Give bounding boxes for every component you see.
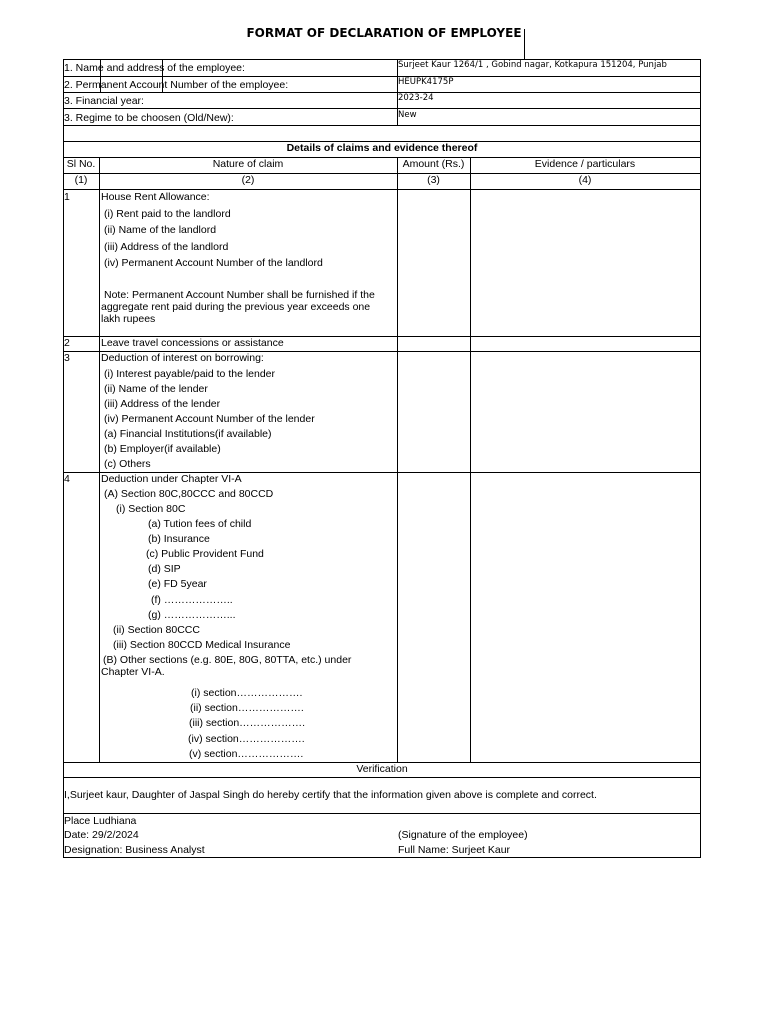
interest-line-1: (i) Interest payable/paid to the lender [104,368,276,380]
verification-statement: I,Surjeet kaur, Daughter of Jaspal Singh do hereby certify that the information given above is complete and correct. [64,789,597,801]
hra-line-3: (iii) Address of the landlord [104,241,229,253]
col-number-2: (2) [241,174,255,186]
interest-line-7: (c) Others [104,458,151,470]
employee-name-value[interactable]: Surjeet Kaur 1264/1 , Gobind nagar, Kotkapura 151204, Punjab [398,60,667,70]
col-number-1: (1) [74,174,88,186]
hra-line-1: (i) Rent paid to the landlord [104,208,231,220]
full-name-text[interactable]: Full Name: Surjeet Kaur [398,844,511,856]
other-section-5: (v) section………………. [189,748,304,760]
section-80ccc: (ii) Section 80CCC [113,624,200,636]
regime-value[interactable]: New [398,110,417,120]
interest-line-6: (b) Employer(if available) [104,443,221,455]
chapter6a-b-title-1: (B) Other sections (e.g. 80E, 80G, 80TTA, etc.) under [103,654,352,666]
header-amount: Amount (Rs.) [402,158,465,170]
verification-heading: Verification [356,763,408,775]
financial-year-value[interactable]: 2023-24 [398,93,434,103]
signature-label: (Signature of the employee) [398,829,528,841]
regime-label: 3. Regime to be choosen (Old/New): [64,112,234,124]
row-4-number: 4 [64,473,70,485]
employee-pan-label: 2. Permanent Account Number of the employee: [64,79,289,91]
employee-pan-value[interactable]: HEUPK4175P [398,77,454,87]
other-section-4: (iv) section………………. [188,733,305,745]
col-number-4: (4) [578,174,592,186]
section-80c-item-c: (c) Public Provident Fund [146,548,264,560]
other-section-2: (ii) section………………. [190,702,304,714]
header-nature-of-claim: Nature of claim [212,158,284,170]
other-section-1: (i) section………………. [191,687,303,699]
designation-text[interactable]: Designation: Business Analyst [64,844,205,856]
chapter6a-title: Deduction under Chapter VI-A [101,473,242,485]
hra-title: House Rent Allowance: [101,191,210,203]
interest-line-2: (ii) Name of the lender [104,383,208,395]
section-80ccd: (iii) Section 80CCD Medical Insurance [113,639,291,651]
interest-line-3: (iii) Address of the lender [104,398,221,410]
section-80c-item-e: (e) FD 5year [148,578,207,590]
row-1-number: 1 [64,191,70,203]
section-80c-item-g: (g) ………………... [148,609,236,621]
hra-line-4: (iv) Permanent Account Number of the landlord [104,257,323,269]
chapter6a-b-title-2: Chapter VI-A. [101,666,165,678]
section-80c-item-b: (b) Insurance [148,533,210,545]
date-text[interactable]: Date: 29/2/2024 [64,829,139,841]
row-3-number: 3 [64,352,70,364]
col-number-3: (3) [427,174,440,186]
row-2-number: 2 [64,337,70,349]
text-cursor [524,29,525,59]
section-80c-item-a: (a) Tution fees of child [148,518,252,530]
claims-heading: Details of claims and evidence thereof [286,142,478,154]
employee-name-label: 1. Name and address of the employee: [64,62,245,74]
section-80c-item-f: (f) ……………….. [151,594,233,606]
financial-year-label: 3. Financial year: [64,95,144,107]
page-title: FORMAT OF DECLARATION OF EMPLOYEE [246,26,522,40]
interest-title: Deduction of interest on borrowing: [101,352,264,364]
other-section-3: (iii) section………………. [189,717,306,729]
place-text[interactable]: Place Ludhiana [64,815,137,827]
header-evidence: Evidence / particulars [534,158,636,170]
hra-note: Note: Permanent Account Number shall be furnished if the aggregate rent paid during the previous year exceeds one lakh rupees [101,289,375,325]
section-80c-item-d: (d) SIP [148,563,181,575]
interest-line-4: (iv) Permanent Account Number of the lender [104,413,315,425]
section-80c: (i) Section 80C [116,503,186,515]
header-sl-no: Sl No. [66,158,96,170]
hra-line-2: (ii) Name of the landlord [104,224,217,236]
ltc-title: Leave travel concessions or assistance [101,337,284,349]
interest-line-5: (a) Financial Institutions(if available) [104,428,272,440]
chapter6a-a-title: (A) Section 80C,80CCC and 80CCD [104,488,274,500]
